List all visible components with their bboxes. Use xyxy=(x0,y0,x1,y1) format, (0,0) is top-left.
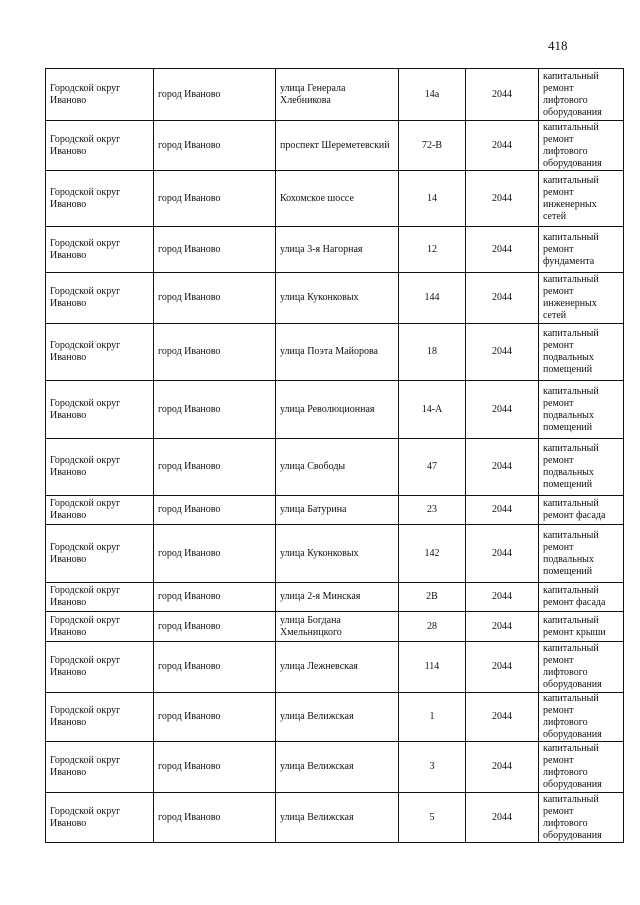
table-row xyxy=(46,69,624,121)
table-row xyxy=(46,583,624,612)
cell-year: 2044 xyxy=(466,171,539,227)
cell-district: Городской округ Иваново xyxy=(46,439,154,496)
table-row xyxy=(46,381,624,439)
table-row xyxy=(46,642,624,693)
cell-house-number: 28 xyxy=(399,612,466,642)
cell-house-number: 1 xyxy=(399,693,466,742)
cell-house-number: 144 xyxy=(399,273,466,324)
cell-street: улица Революционная xyxy=(276,381,399,439)
cell-work-type: капитальный ремонт подвальных помещений xyxy=(539,324,624,381)
repair-schedule-table xyxy=(45,68,624,843)
cell-year: 2044 xyxy=(466,69,539,121)
table-row xyxy=(46,793,624,843)
table-row xyxy=(46,121,624,171)
cell-city: город Иваново xyxy=(154,742,276,793)
table-body xyxy=(46,69,624,843)
cell-house-number: 18 xyxy=(399,324,466,381)
cell-district: Городской округ Иваново xyxy=(46,583,154,612)
cell-house-number: 114 xyxy=(399,642,466,693)
cell-street: проспект Шереметевский xyxy=(276,121,399,171)
cell-work-type: капитальный ремонт инженерных сетей xyxy=(539,171,624,227)
cell-street: улица Велижская xyxy=(276,693,399,742)
cell-city: город Иваново xyxy=(154,324,276,381)
cell-house-number: 14 xyxy=(399,171,466,227)
cell-house-number: 12 xyxy=(399,227,466,273)
cell-district: Городской округ Иваново xyxy=(46,642,154,693)
cell-district: Городской округ Иваново xyxy=(46,496,154,525)
cell-city: город Иваново xyxy=(154,612,276,642)
cell-district: Городской округ Иваново xyxy=(46,227,154,273)
cell-year: 2044 xyxy=(466,793,539,843)
cell-work-type: капитальный ремонт лифтового оборудования xyxy=(539,642,624,693)
cell-city: город Иваново xyxy=(154,693,276,742)
cell-district: Городской округ Иваново xyxy=(46,69,154,121)
cell-year: 2044 xyxy=(466,742,539,793)
cell-city: город Иваново xyxy=(154,439,276,496)
cell-street: улица Велижская xyxy=(276,793,399,843)
cell-work-type: капитальный ремонт крыши xyxy=(539,612,624,642)
cell-street: улица Свободы xyxy=(276,439,399,496)
cell-street: улица Лежневская xyxy=(276,642,399,693)
cell-district: Городской округ Иваново xyxy=(46,121,154,171)
table-row xyxy=(46,496,624,525)
cell-house-number: 14-А xyxy=(399,381,466,439)
table-row xyxy=(46,273,624,324)
cell-work-type: капитальный ремонт лифтового оборудования xyxy=(539,742,624,793)
cell-city: город Иваново xyxy=(154,227,276,273)
cell-work-type: капитальный ремонт подвальных помещений xyxy=(539,439,624,496)
cell-work-type: капитальный ремонт лифтового оборудования xyxy=(539,69,624,121)
table-row xyxy=(46,742,624,793)
cell-city: город Иваново xyxy=(154,171,276,227)
cell-street: улица Куконковых xyxy=(276,525,399,583)
cell-city: город Иваново xyxy=(154,381,276,439)
cell-district: Городской округ Иваново xyxy=(46,742,154,793)
cell-city: город Иваново xyxy=(154,583,276,612)
cell-city: город Иваново xyxy=(154,793,276,843)
cell-year: 2044 xyxy=(466,121,539,171)
cell-city: город Иваново xyxy=(154,525,276,583)
cell-street: Кохомское шоссе xyxy=(276,171,399,227)
cell-street: улица Велижская xyxy=(276,742,399,793)
cell-city: город Иваново xyxy=(154,121,276,171)
cell-year: 2044 xyxy=(466,693,539,742)
cell-work-type: капитальный ремонт лифтового оборудования xyxy=(539,121,624,171)
cell-house-number: 47 xyxy=(399,439,466,496)
table-row xyxy=(46,439,624,496)
cell-street: улица 2-я Минская xyxy=(276,583,399,612)
cell-district: Городской округ Иваново xyxy=(46,171,154,227)
table-row xyxy=(46,171,624,227)
cell-work-type: капитальный ремонт подвальных помещений xyxy=(539,381,624,439)
cell-year: 2044 xyxy=(466,324,539,381)
cell-district: Городской округ Иваново xyxy=(46,381,154,439)
cell-city: город Иваново xyxy=(154,69,276,121)
cell-work-type: капитальный ремонт инженерных сетей xyxy=(539,273,624,324)
table-row xyxy=(46,693,624,742)
cell-work-type: капитальный ремонт лифтового оборудования xyxy=(539,793,624,843)
cell-year: 2044 xyxy=(466,642,539,693)
cell-house-number: 14а xyxy=(399,69,466,121)
cell-district: Городской округ Иваново xyxy=(46,324,154,381)
cell-street: улица 3-я Нагорная xyxy=(276,227,399,273)
table-row xyxy=(46,227,624,273)
cell-house-number: 3 xyxy=(399,742,466,793)
cell-street: улица Генерала Хлебникова xyxy=(276,69,399,121)
cell-year: 2044 xyxy=(466,583,539,612)
cell-year: 2044 xyxy=(466,612,539,642)
cell-district: Городской округ Иваново xyxy=(46,525,154,583)
cell-district: Городской округ Иваново xyxy=(46,693,154,742)
cell-city: город Иваново xyxy=(154,496,276,525)
cell-district: Городской округ Иваново xyxy=(46,612,154,642)
cell-house-number: 2В xyxy=(399,583,466,612)
cell-work-type: капитальный ремонт фасада xyxy=(539,496,624,525)
table-row xyxy=(46,612,624,642)
cell-city: город Иваново xyxy=(154,642,276,693)
cell-city: город Иваново xyxy=(154,273,276,324)
cell-street: улица Поэта Майорова xyxy=(276,324,399,381)
cell-house-number: 142 xyxy=(399,525,466,583)
cell-work-type: капитальный ремонт лифтового оборудования xyxy=(539,693,624,742)
cell-work-type: капитальный ремонт подвальных помещений xyxy=(539,525,624,583)
cell-street: улица Куконковых xyxy=(276,273,399,324)
cell-year: 2044 xyxy=(466,496,539,525)
cell-house-number: 72-В xyxy=(399,121,466,171)
table-row xyxy=(46,525,624,583)
cell-year: 2044 xyxy=(466,381,539,439)
table-row xyxy=(46,324,624,381)
cell-year: 2044 xyxy=(466,227,539,273)
cell-year: 2044 xyxy=(466,273,539,324)
page-number: 418 xyxy=(548,38,568,53)
cell-work-type: капитальный ремонт фундамента xyxy=(539,227,624,273)
cell-district: Городской округ Иваново xyxy=(46,273,154,324)
cell-district: Городской округ Иваново xyxy=(46,793,154,843)
cell-street: улица Богдана Хмельницкого xyxy=(276,612,399,642)
cell-house-number: 23 xyxy=(399,496,466,525)
cell-street: улица Батурина xyxy=(276,496,399,525)
cell-year: 2044 xyxy=(466,439,539,496)
cell-work-type: капитальный ремонт фасада xyxy=(539,583,624,612)
cell-year: 2044 xyxy=(466,525,539,583)
cell-house-number: 5 xyxy=(399,793,466,843)
